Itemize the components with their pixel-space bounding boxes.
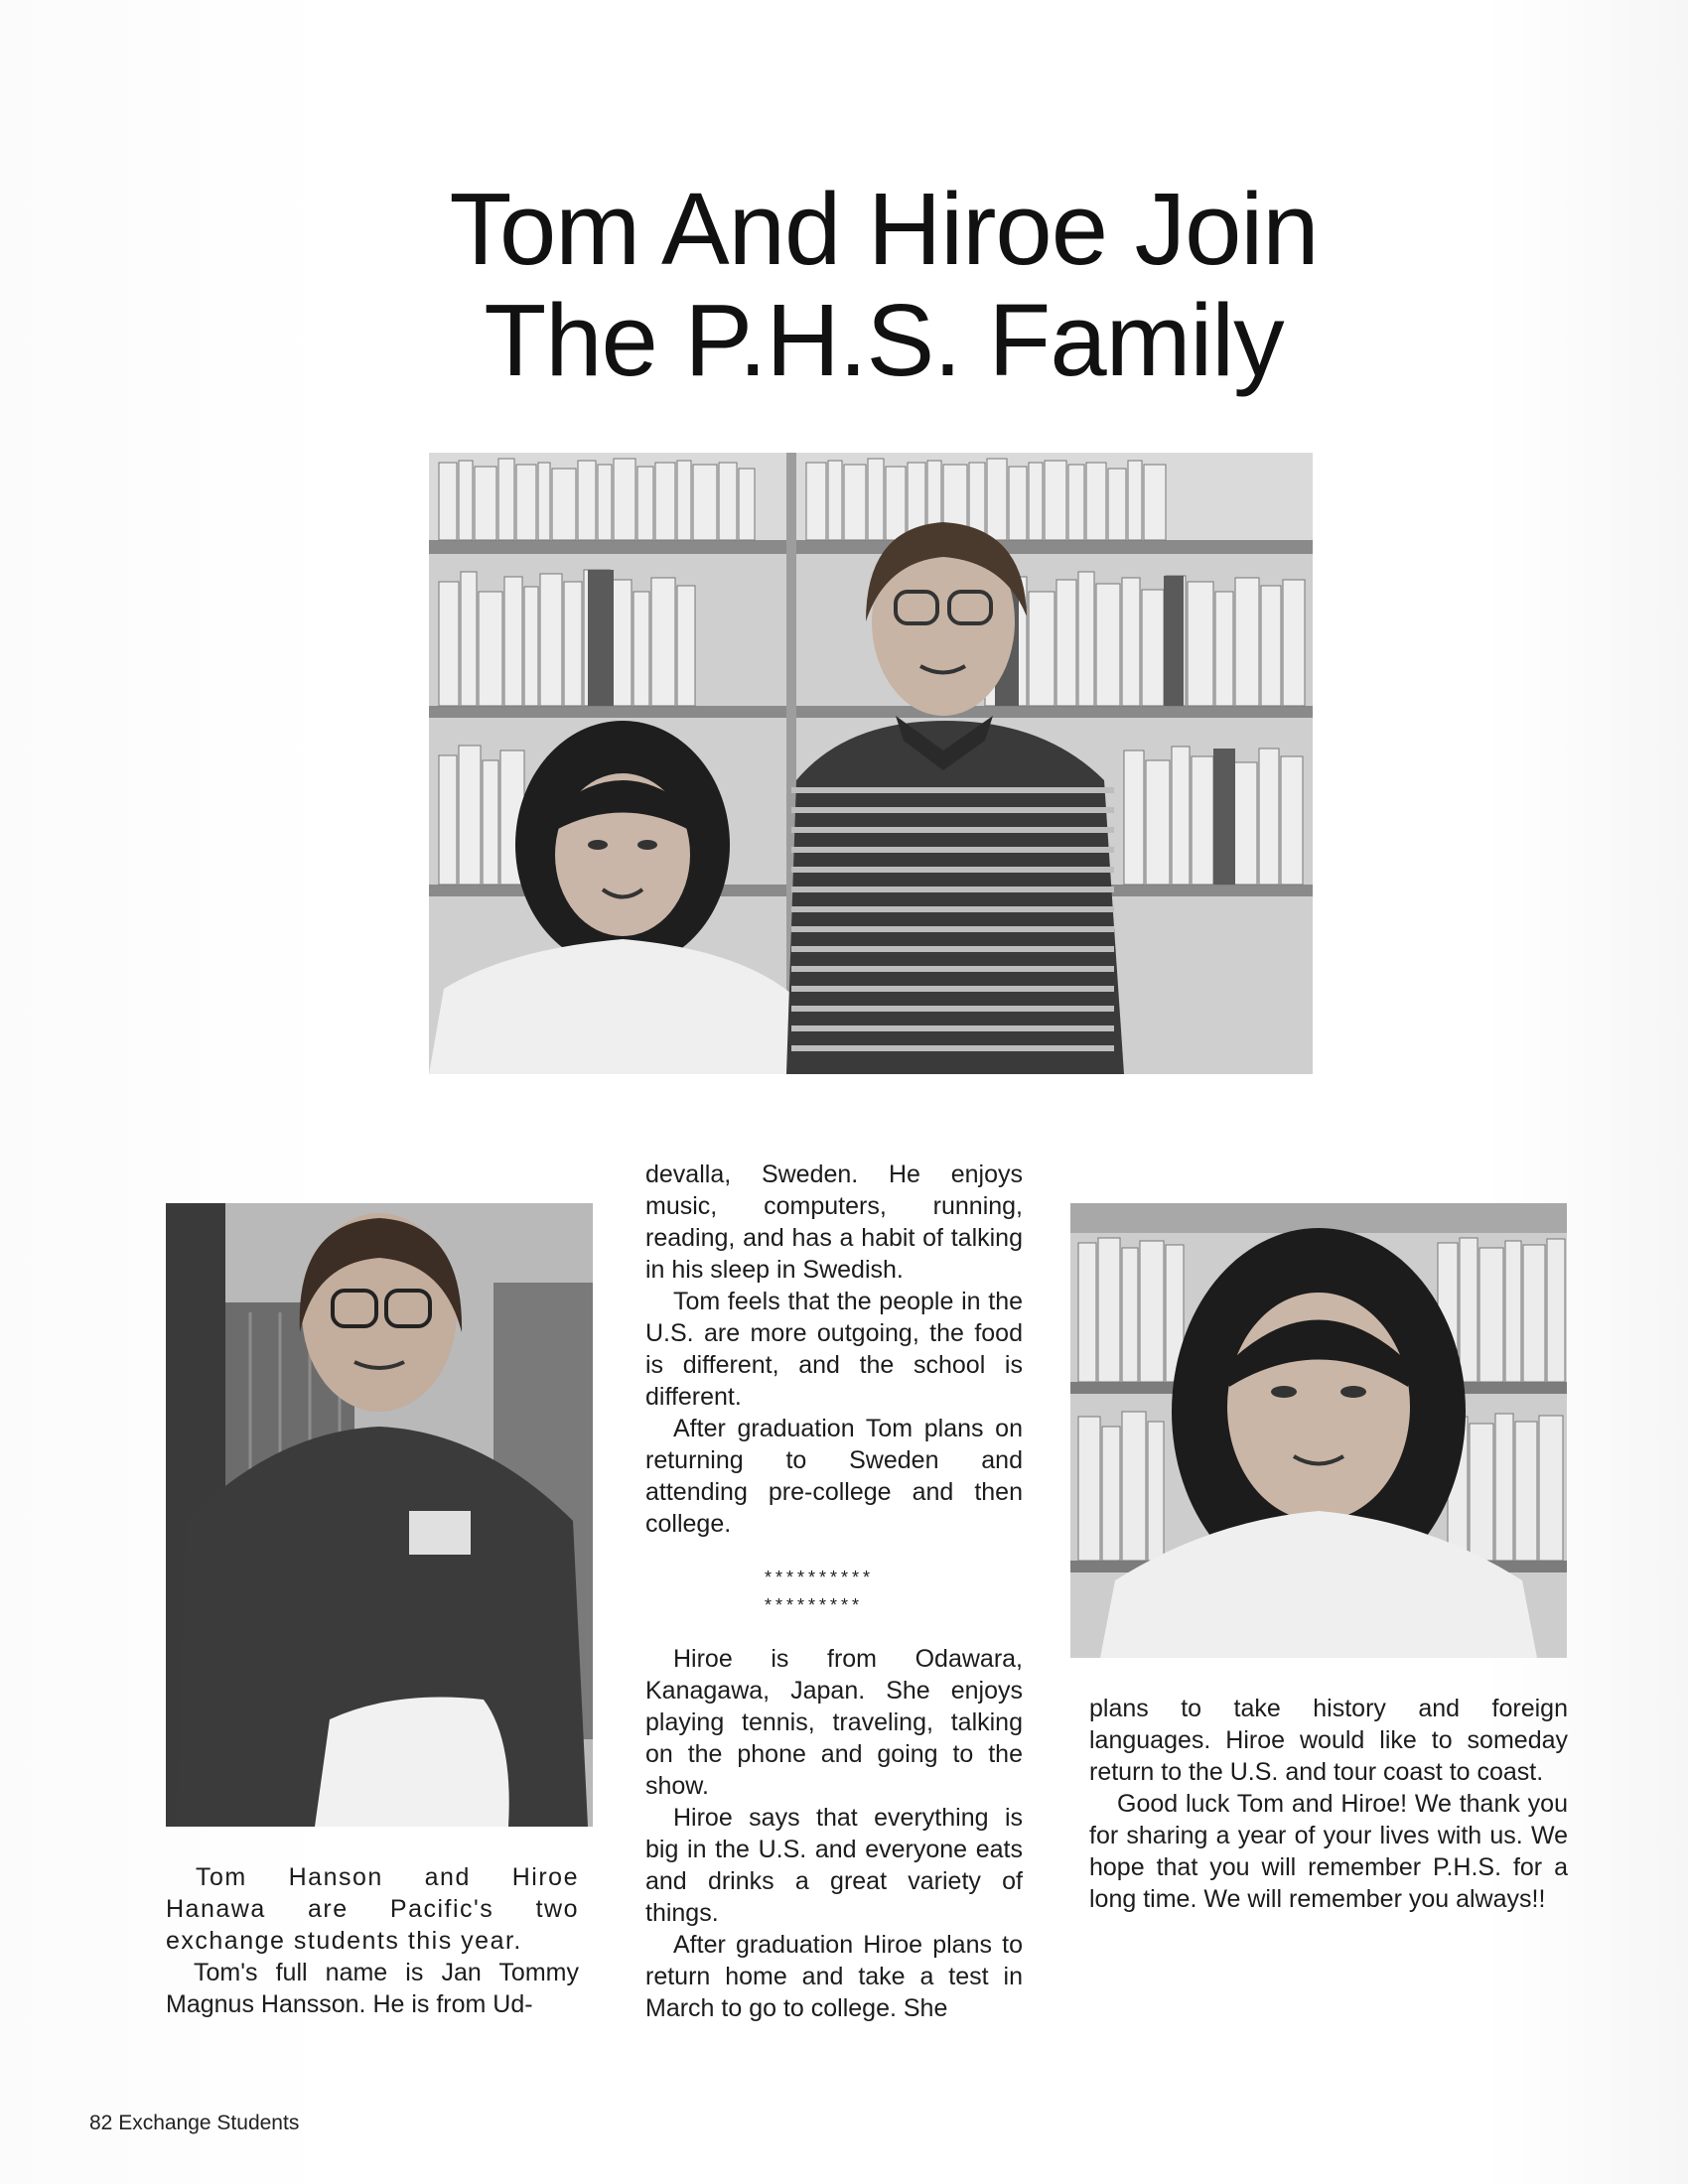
hiroe-hometown-paragraph: Hiroe is from Odawara, Kanagawa, Japan. She enjoys playing tennis, traveling, talking on the phone and going to the show. (645, 1645, 1023, 1800)
farewell-paragraph: Good luck Tom and Hiroe! We thank you for sharing a year of your lives with us. We hope that you will remember P.H.S. for a long time. We will remember you always!! (1089, 1790, 1568, 1913)
title-line-1: Tom And Hiroe Join (449, 172, 1319, 286)
section-divider (765, 1564, 923, 1619)
hiroe-plans-paragraph: After graduation Hiroe plans to return home and take a test in March to go to college. She (645, 1931, 1023, 2022)
tom-opinion-paragraph: Tom feels that the people in the U.S. are more outgoing, the food is different, and the school is different. (645, 1288, 1023, 1411)
tom-photo-image (166, 1203, 593, 1827)
column-2-top (645, 1159, 1023, 1540)
intro-paragraph: Tom Hanson and Hiroe Hanawa are Pacific's two exchange students this year. (166, 1863, 579, 1955)
hiroe-photo (1070, 1203, 1567, 1658)
hiroe-studies-paragraph: plans to take history and foreign languages. Hiroe would like to someday return to the U.S. and tour coast to coast. (1089, 1695, 1568, 1786)
title-line-2: The P.H.S. Family (484, 283, 1284, 397)
column-2-bottom (645, 1643, 1023, 2024)
divider-stars-1: ********** (765, 1568, 875, 1587)
hiroe-opinion-paragraph: Hiroe says that everything is big in the U.S. and everyone eats and drinks a great variety of things. (645, 1804, 1023, 1927)
column-3 (1089, 1693, 1568, 1915)
tom-hometown-paragraph: devalla, Sweden. He enjoys music, computers, running, reading, and has a habit of talking in his sleep in Swedish. (645, 1160, 1023, 1284)
tom-photo (166, 1203, 593, 1827)
column-1 (166, 1861, 579, 2020)
main-photo-image (429, 453, 1313, 1074)
tom-name-paragraph: Tom's full name is Jan Tommy Magnus Hansson. He is from Ud- (166, 1959, 579, 2018)
hiroe-photo-image (1070, 1203, 1567, 1658)
page-footer: 82 Exchange Students (89, 2112, 300, 2134)
main-photo (429, 453, 1313, 1074)
page-title (357, 174, 1410, 396)
divider-stars-2: ********* (765, 1595, 864, 1615)
tom-plans-paragraph: After graduation Tom plans on returning to Sweden and attending pre-college and then college. (645, 1415, 1023, 1538)
